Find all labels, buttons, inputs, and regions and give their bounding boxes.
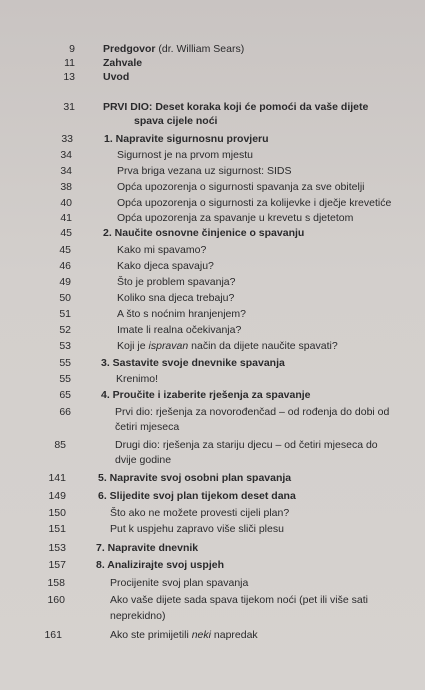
page-number: 50 <box>59 292 71 304</box>
entry-title: Drugi dio: rješenja za stariju djecu – od četiri mjeseca do <box>115 439 378 451</box>
entry-title: A što s noćnim hranjenjem? <box>117 308 246 320</box>
chapter-title: 2. Naučite osnovne činjenice o spavanju <box>103 227 305 239</box>
entry-title-emphasis: neki <box>191 629 211 641</box>
entry-title: Zahvale <box>103 57 143 69</box>
part-title-line2: spava cijele noći <box>134 115 218 127</box>
entry-title-pre: Koji je <box>117 340 149 352</box>
entry-title: Prvi dio: rješenja za novorođenčad – od rođenja do dobi od <box>115 406 390 418</box>
page-number: 51 <box>59 308 71 320</box>
page-number: 66 <box>59 406 71 418</box>
entry-title: Prva briga vezana uz sigurnost: SIDS <box>117 165 292 177</box>
page-number: 33 <box>61 133 73 145</box>
entry-title: Ako vaše dijete sada spava tijekom noći (pet ili više sati <box>110 594 368 606</box>
part-title-line1: PRVI DIO: Deset koraka koji će pomoći da vaše dijete <box>103 101 369 113</box>
page-number: 41 <box>60 212 72 224</box>
entry-title-continued: četiri mjeseca <box>115 421 180 433</box>
page-number: 153 <box>48 542 66 554</box>
page-number: 55 <box>59 357 71 369</box>
entry-title: Opća upozorenja o sigurnosti spavanja za sve obitelji <box>117 181 365 193</box>
page-number: 149 <box>48 490 66 502</box>
page-number: 55 <box>59 373 71 385</box>
entry-title: Imate li realna očekivanja? <box>117 324 242 336</box>
chapter-title: 6. Slijedite svoj plan tijekom deset dana <box>98 490 296 502</box>
page-number: 157 <box>48 559 66 571</box>
page-number: 45 <box>60 227 72 239</box>
entry-title: Put k uspjehu zapravo više sliči plesu <box>110 523 284 535</box>
page-number: 13 <box>63 71 75 83</box>
page-number: 52 <box>59 324 71 336</box>
page-number: 161 <box>44 629 62 641</box>
page-number: 11 <box>64 57 75 69</box>
page-number: 40 <box>60 197 72 209</box>
entry-title-pre: Ako ste primijetili <box>110 629 192 641</box>
entry-title: Kako mi spavamo? <box>117 244 207 256</box>
entry-title: Krenimo! <box>116 373 159 385</box>
page-number: 151 <box>48 523 66 535</box>
page-number: 45 <box>59 244 71 256</box>
page-number: 85 <box>54 439 66 451</box>
entry-title: Kako djeca spavaju? <box>117 260 214 272</box>
entry-title: Uvod <box>103 71 130 83</box>
chapter-title: 7. Napravite dnevnik <box>96 542 199 554</box>
entry-title: Sigurnost je na prvom mjestu <box>117 149 253 161</box>
chapter-title: 5. Napravite svoj osobni plan spavanja <box>98 472 292 484</box>
page-number: 158 <box>47 577 65 589</box>
entry-title: Što je problem spavanja? <box>117 276 236 288</box>
entry-note: (dr. William Sears) <box>155 43 245 55</box>
page-number: 9 <box>69 43 75 55</box>
entry-title-emphasis: ispravan <box>148 340 189 352</box>
page-number: 141 <box>48 472 66 484</box>
chapter-title: 8. Analizirajte svoj uspjeh <box>96 559 224 571</box>
page-number: 34 <box>60 165 72 177</box>
page-number: 31 <box>63 101 75 113</box>
entry-title-post: način da dijete naučite spavati? <box>188 340 338 352</box>
entry-title-continued: dvije godine <box>115 454 172 466</box>
page-number: 150 <box>48 507 66 519</box>
entry-title: Što ako ne možete provesti cijeli plan? <box>110 507 290 519</box>
entry-title: Procijenite svoj plan spavanja <box>110 577 249 589</box>
page-number: 160 <box>47 594 65 606</box>
entry-title: Predgovor <box>103 43 156 55</box>
chapter-title: 4. Proučite i izaberite rješenja za spavanje <box>101 389 311 401</box>
entry-title: Opća upozorenja za spavanje u krevetu s djetetom <box>117 212 354 224</box>
entry-title: Opća upozorenja o sigurnosti za kolijevke i dječje krevetiće <box>117 197 392 209</box>
page-number: 49 <box>59 276 71 288</box>
entry-title: Koliko sna djeca trebaju? <box>117 292 235 304</box>
page-number: 34 <box>60 149 72 161</box>
page-number: 53 <box>59 340 71 352</box>
entry-title-post: napredak <box>210 629 258 641</box>
entry-title-continued: neprekidno) <box>110 610 166 622</box>
page-number: 65 <box>59 389 71 401</box>
chapter-title: 3. Sastavite svoje dnevnike spavanja <box>101 357 285 369</box>
chapter-title: 1. Napravite sigurnosnu provjeru <box>104 133 269 145</box>
page-number: 46 <box>59 260 71 272</box>
page-number: 38 <box>60 181 72 193</box>
